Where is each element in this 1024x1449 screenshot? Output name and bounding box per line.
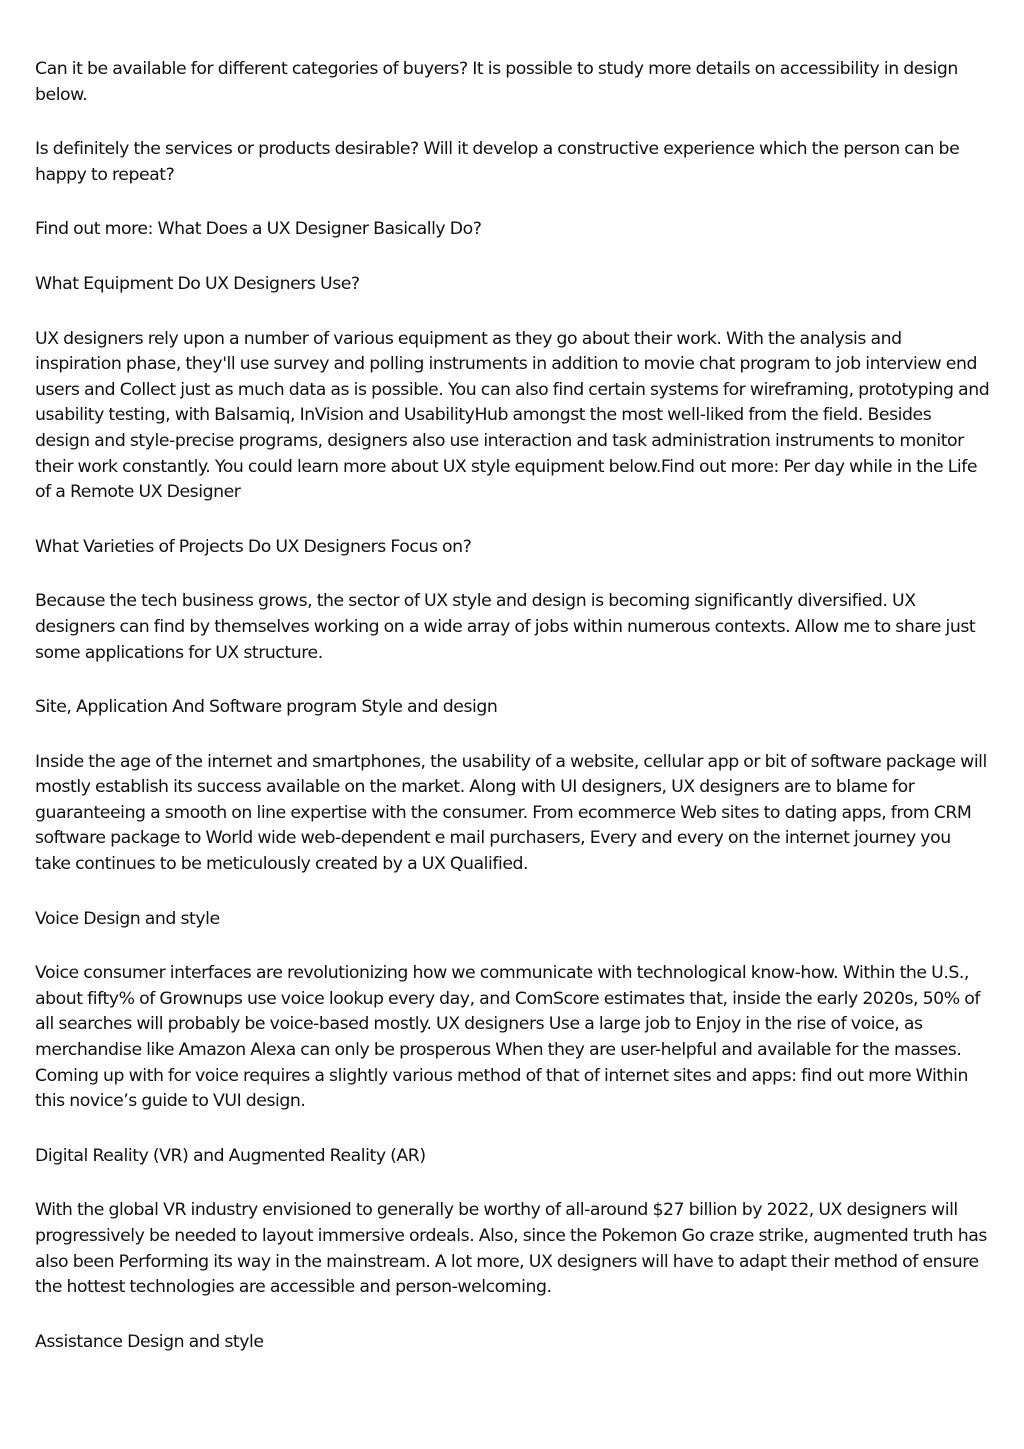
paragraph-vr-ar: With the global VR industry envisioned to generally be worthy of all-around $27 billion by 2022, UX designers will progressively be needed to layout immersive ordeals. Also, since the Pokemon Go craze strike, augmented truth has also been Performing its way in the mainstream. A lot more, UX designers will have to adapt their method of ensure the hottest technologies are accessible and person-welcoming. [35,1200,987,1298]
paragraph-find-out-more: Find out more: What Does a UX Designer Basically Do? [35,219,482,240]
paragraph-accessibility: Can it be available for different categories of buyers? It is possible to study more details on accessibility in design below. [35,59,958,105]
heading-assistance-design: Assistance Design and style [35,1331,264,1352]
heading-site-app-software: Site, Application And Software program Style and design [35,697,498,718]
paragraph-site-app-software: Inside the age of the internet and smartphones, the usability of a website, cellular app or bit of software package will mostly establish its success available on the market. Along with UI designers, UX designers are to blame for guaranteeing a smooth on line expertise with the consumer. From ecommerce Web sites to dating apps, from CRM software package to World wide web-dependent e mail purchasers, Every and every on the internet journey you take continues to be meticulously created by a UX Qualified. [35,751,987,875]
heading-project-varieties: What Varieties of Projects Do UX Designers Focus on? [35,536,472,557]
paragraph-equipment: UX designers rely upon a number of various equipment as they go about their work. With the analysis and inspiration phase, they'll use survey and polling instruments in addition to movie chat program to job interview end users and Collect just as much data as is possible. You can also find certain systems for wireframing, prototyping and usability testing, with Balsamiq, InVision and UsabilityHub amongst the most well-liked from the field. Besides design and style-precise programs, designers also use interaction and task administration instruments to monitor their work constantly. You could learn more about UX style equipment below.Find out more: Per day while in the Life of a Remote UX Designer [35,328,990,503]
heading-equipment: What Equipment Do UX Designers Use? [35,273,360,294]
heading-vr-ar: Digital Reality (VR) and Augmented Reality (AR) [35,1145,426,1166]
paragraph-voice-design: Voice consumer interfaces are revolutionizing how we communicate with technological know-how. Within the U.S., about fifty% of Grownups use voice lookup every day, and ComScore estimates that, inside the early 2020s, 50% of all searches will probably be voice-based mostly. UX designers Use a large job to Enjoy in the rise of voice, as merchandise like Amazon Alexa can only be prosperous When they are user-helpful and available for the masses. Coming up with for voice requires a slightly various method of that of internet sites and apps: find out more Within this novice’s guide to VUI design. [35,963,980,1112]
heading-voice-design: Voice Design and style [35,908,220,929]
paragraph-project-varieties: Because the tech business grows, the sector of UX style and design is becoming significantly diversified. UX designers can find by themselves working on a wide array of jobs within numerous contexts. Allow me to share just some applications for UX structure. [35,591,976,663]
paragraph-desirability: Is definitely the services or products desirable? Will it develop a constructive experience which the person can be happy to repeat? [35,139,960,185]
document-body [35,57,990,1384]
